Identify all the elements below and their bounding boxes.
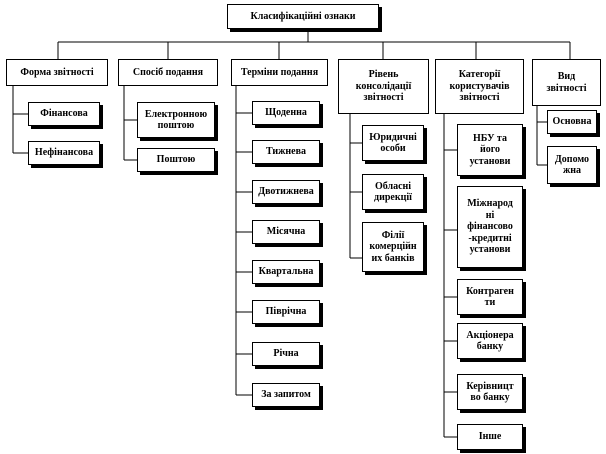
item-international-institutions: Міжнарод ні фінансово -кредитні установи — [457, 186, 523, 268]
item-financial: Фінансова — [28, 102, 100, 126]
item-biweekly: Двотижнева — [252, 180, 320, 204]
group-header-submission-method: Спосіб подання — [118, 59, 218, 86]
item-main: Основна — [547, 110, 597, 134]
item-other: Інше — [457, 424, 523, 450]
item-bank-management: Керівницт во банку — [457, 374, 523, 410]
item-on-request: За запитом — [252, 383, 320, 407]
item-post: Поштою — [137, 148, 215, 172]
item-annual: Річна — [252, 342, 320, 366]
item-email: Електронною поштою — [137, 102, 215, 138]
item-quarterly: Квартальна — [252, 260, 320, 284]
item-non-financial: Нефінансова — [28, 141, 100, 165]
root-node: Класифікаційні ознаки — [227, 4, 379, 29]
group-header-report-type: Вид звітності — [532, 59, 601, 106]
group-header-submission-terms: Терміни подання — [231, 59, 328, 86]
item-bank-branches: Філії комерційн их банків — [362, 222, 424, 272]
item-auxiliary: Допомо жна — [547, 146, 597, 184]
group-header-user-categories: Категорії користувачів звітності — [435, 59, 524, 114]
item-nbu: НБУ та його установи — [457, 124, 523, 176]
item-legal-entities: Юридичні особи — [362, 125, 424, 161]
item-monthly: Місячна — [252, 220, 320, 244]
item-regional-directorates: Обласні дирекції — [362, 174, 424, 210]
item-shareholders: Акціонера банку — [457, 323, 523, 359]
item-counterparties: Контраген ти — [457, 279, 523, 315]
group-header-report-form: Форма звітності — [6, 59, 108, 86]
item-daily: Щоденна — [252, 101, 320, 125]
item-weekly: Тижнева — [252, 140, 320, 164]
item-semiannual: Піврічна — [252, 300, 320, 324]
group-header-consolidation-level: Рівень консолідації звітності — [338, 59, 429, 114]
